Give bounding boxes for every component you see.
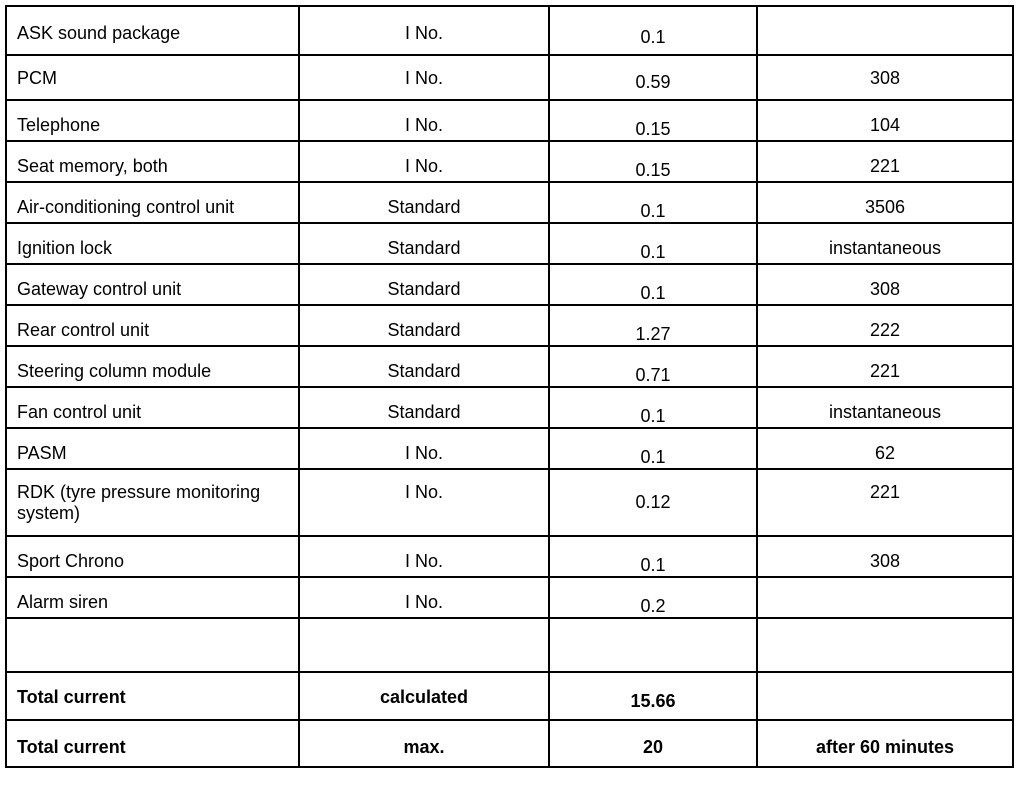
item-cell: PASM [6, 428, 299, 469]
current-cell: 1.27 [549, 305, 757, 346]
item-cell: Alarm siren [6, 577, 299, 618]
current-cell: 0.1 [549, 6, 757, 55]
total-current-cell: 15.66 [549, 672, 757, 720]
time-cell: 308 [757, 536, 1013, 577]
total-time-cell: after 60 minutes [757, 720, 1013, 767]
total-row-calculated [6, 672, 1013, 720]
item-cell: Rear control unit [6, 305, 299, 346]
equipment-cell [299, 618, 549, 672]
total-time-cell [757, 672, 1013, 720]
current-cell: 0.1 [549, 264, 757, 305]
time-cell: 62 [757, 428, 1013, 469]
current-cell: 0.71 [549, 346, 757, 387]
table-row [6, 387, 1013, 428]
time-cell: instantaneous [757, 387, 1013, 428]
time-cell: 221 [757, 141, 1013, 182]
current-cell: 0.1 [549, 182, 757, 223]
time-cell: instantaneous [757, 223, 1013, 264]
total-type-cell: max. [299, 720, 549, 767]
item-cell: RDK (tyre pressure monitoring system) [6, 469, 299, 536]
equipment-cell: Standard [299, 223, 549, 264]
equipment-cell: Standard [299, 346, 549, 387]
current-cell: 0.1 [549, 428, 757, 469]
total-current-cell: 20 [549, 720, 757, 767]
item-cell: Gateway control unit [6, 264, 299, 305]
equipment-cell: Standard [299, 264, 549, 305]
table-row [6, 182, 1013, 223]
total-row-max [6, 720, 1013, 767]
current-cell: 0.1 [549, 223, 757, 264]
table-row [6, 577, 1013, 618]
time-cell: 308 [757, 55, 1013, 100]
item-cell: Ignition lock [6, 223, 299, 264]
equipment-cell: I No. [299, 55, 549, 100]
time-cell: 104 [757, 100, 1013, 141]
equipment-cell: I No. [299, 536, 549, 577]
time-cell [757, 577, 1013, 618]
current-cell: 0.15 [549, 100, 757, 141]
table-row [6, 141, 1013, 182]
table-row [6, 346, 1013, 387]
current-cell: 0.59 [549, 55, 757, 100]
item-cell [6, 618, 299, 672]
current-cell: 0.12 [549, 469, 757, 536]
current-cell [549, 618, 757, 672]
equipment-cell: Standard [299, 387, 549, 428]
time-cell: 3506 [757, 182, 1013, 223]
current-cell: 0.1 [549, 387, 757, 428]
item-cell: Fan control unit [6, 387, 299, 428]
time-cell: 221 [757, 469, 1013, 536]
equipment-cell: I No. [299, 141, 549, 182]
time-cell [757, 618, 1013, 672]
table-row [6, 264, 1013, 305]
current-cell: 0.2 [549, 577, 757, 618]
equipment-cell: I No. [299, 6, 549, 55]
equipment-cell: I No. [299, 428, 549, 469]
time-cell: 221 [757, 346, 1013, 387]
table-row [6, 6, 1013, 55]
table-row [6, 55, 1013, 100]
total-type-cell: calculated [299, 672, 549, 720]
time-cell: 308 [757, 264, 1013, 305]
equipment-cell: Standard [299, 182, 549, 223]
item-cell: ASK sound package [6, 6, 299, 55]
table-row [6, 100, 1013, 141]
item-cell: Telephone [6, 100, 299, 141]
total-label-cell: Total current [6, 672, 299, 720]
table-row [6, 428, 1013, 469]
table-row [6, 305, 1013, 346]
time-cell [757, 6, 1013, 55]
time-cell: 222 [757, 305, 1013, 346]
equipment-cell: I No. [299, 469, 549, 536]
total-label-cell: Total current [6, 720, 299, 767]
current-cell: 0.15 [549, 141, 757, 182]
equipment-cell: Standard [299, 305, 549, 346]
item-cell: Seat memory, both [6, 141, 299, 182]
table-row [6, 536, 1013, 577]
table-row [6, 223, 1013, 264]
current-table-sheet [5, 5, 1014, 768]
quiescent-current-table [5, 5, 1014, 768]
equipment-cell: I No. [299, 577, 549, 618]
table-row-empty [6, 618, 1013, 672]
equipment-cell: I No. [299, 100, 549, 141]
item-cell: PCM [6, 55, 299, 100]
table-row [6, 469, 1013, 536]
item-cell: Air-conditioning control unit [6, 182, 299, 223]
current-cell: 0.1 [549, 536, 757, 577]
item-cell: Steering column module [6, 346, 299, 387]
item-cell: Sport Chrono [6, 536, 299, 577]
